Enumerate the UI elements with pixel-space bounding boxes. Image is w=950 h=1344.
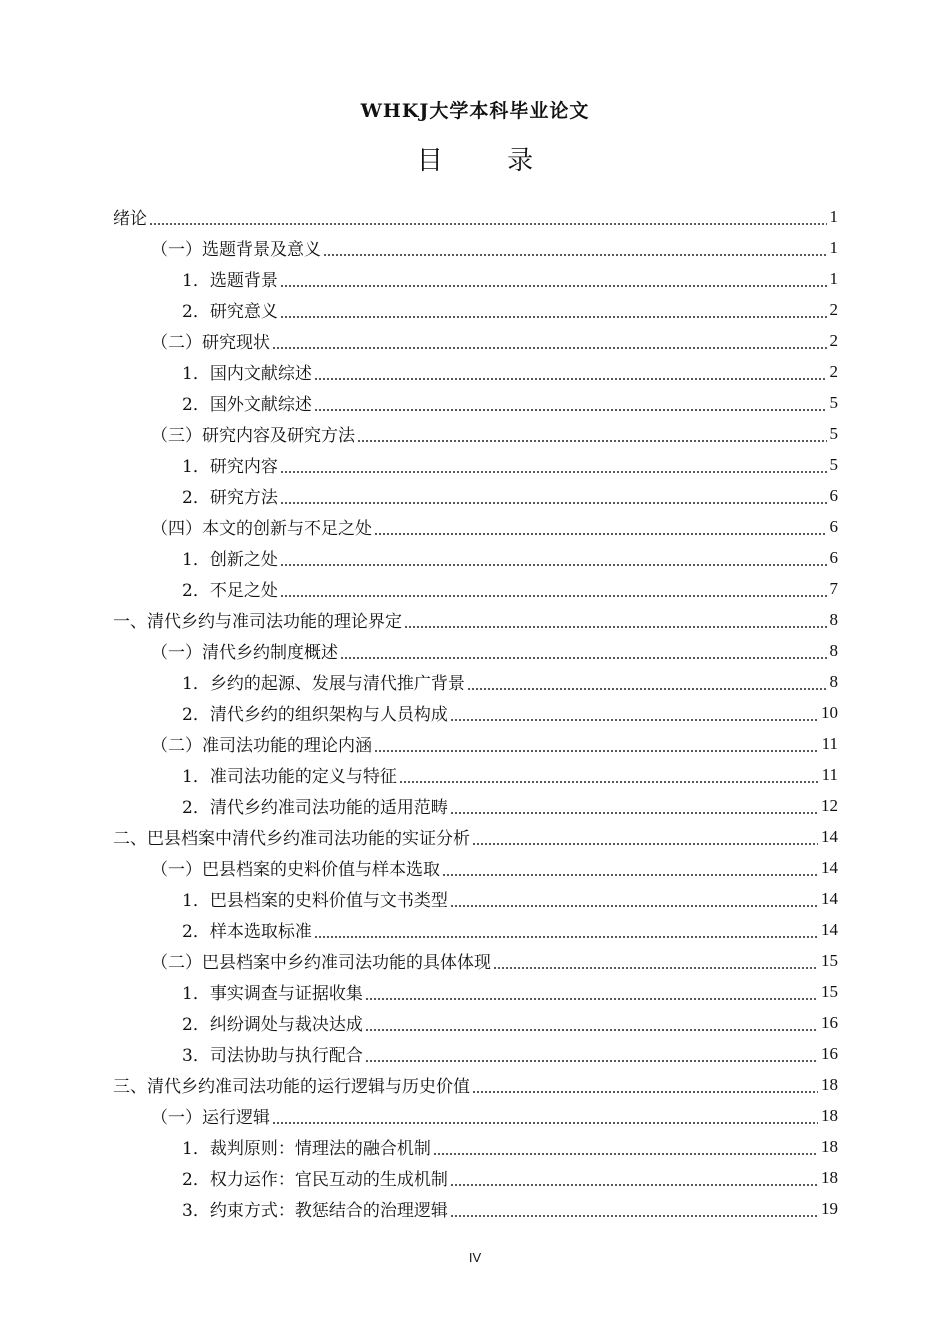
toc-entry-title: 2．国外文献综述	[182, 395, 312, 415]
dot-leader	[472, 843, 818, 845]
dot-leader	[467, 688, 827, 690]
toc-entry[interactable]	[113, 387, 838, 418]
dot-leader	[365, 1060, 818, 1062]
toc-entry-title: （一）选题背景及意义	[151, 240, 321, 260]
toc-entry-title: 绪论	[113, 209, 147, 229]
toc-entry[interactable]	[113, 325, 838, 356]
toc-entry-title: 1．乡约的起源、发展与清代推广背景	[182, 674, 465, 694]
toc-entry-title: 三、清代乡约准司法功能的运行逻辑与历史价值	[113, 1077, 470, 1097]
dot-leader	[280, 471, 827, 473]
dot-leader	[149, 223, 827, 225]
toc-entry-page: 18	[821, 1105, 838, 1125]
toc-title: 目 录	[416, 146, 562, 176]
toc-entry-page: 11	[821, 733, 838, 753]
toc-entry-page: 14	[821, 826, 838, 846]
toc-entry-title: （二）准司法功能的理论内涵	[151, 736, 372, 756]
toc-entry[interactable]	[113, 573, 838, 604]
dot-leader	[450, 1215, 818, 1217]
toc-entry[interactable]	[113, 542, 838, 573]
table-of-contents	[113, 201, 838, 1224]
toc-entry-page: 15	[821, 981, 838, 1001]
toc-entry-title: 一、清代乡约与准司法功能的理论界定	[113, 612, 402, 632]
dot-leader	[280, 285, 827, 287]
toc-entry-page: 12	[821, 795, 838, 815]
toc-entry-page: 6	[829, 485, 838, 505]
dot-leader	[280, 502, 827, 504]
toc-entry[interactable]	[113, 294, 838, 325]
toc-entry[interactable]	[113, 232, 838, 263]
toc-entry[interactable]	[113, 263, 838, 294]
toc-entry-page: 10	[821, 702, 838, 722]
dot-leader	[450, 812, 818, 814]
toc-entry-page: 18	[821, 1136, 838, 1156]
toc-entry[interactable]	[113, 697, 838, 728]
toc-entry-page: 5	[829, 423, 838, 443]
toc-entry-title: （一）运行逻辑	[151, 1108, 270, 1128]
toc-entry[interactable]	[113, 1069, 838, 1100]
toc-entry-page: 19	[821, 1198, 838, 1218]
toc-entry-page: 1	[829, 237, 838, 257]
toc-entry-page: 8	[829, 640, 838, 660]
toc-entry-title: 1．事实调查与证据收集	[182, 984, 363, 1004]
dot-leader	[472, 1091, 818, 1093]
toc-entry-title: 2．纠纷调处与裁决达成	[182, 1015, 363, 1035]
toc-entry-page: 5	[829, 454, 838, 474]
toc-entry[interactable]	[113, 976, 838, 1007]
toc-entry[interactable]	[113, 852, 838, 883]
toc-entry-title: （一）清代乡约制度概述	[151, 643, 338, 663]
dot-leader	[314, 378, 827, 380]
toc-entry-page: 2	[829, 361, 838, 381]
toc-entry-page: 1	[829, 268, 838, 288]
toc-entry[interactable]	[113, 728, 838, 759]
dot-leader	[365, 1029, 818, 1031]
toc-entry[interactable]	[113, 1100, 838, 1131]
toc-entry-title: 1．选题背景	[182, 271, 278, 291]
toc-entry[interactable]	[113, 914, 838, 945]
toc-entry[interactable]	[113, 356, 838, 387]
toc-entry-title: 1．研究内容	[182, 457, 278, 477]
toc-entry-title: （二）巴县档案中乡约准司法功能的具体体现	[151, 953, 491, 973]
toc-entry-page: 2	[829, 299, 838, 319]
toc-entry-page: 16	[821, 1043, 838, 1063]
toc-entry[interactable]	[113, 1038, 838, 1069]
dot-leader	[493, 967, 818, 969]
toc-entry-title: （三）研究内容及研究方法	[151, 426, 355, 446]
toc-entry-page: 15	[821, 950, 838, 970]
toc-entry-title: （一）巴县档案的史料价值与样本选取	[151, 860, 440, 880]
dot-leader	[433, 1153, 818, 1155]
dot-leader	[442, 874, 818, 876]
toc-entry-page: 18	[821, 1167, 838, 1187]
toc-entry[interactable]	[113, 449, 838, 480]
toc-entry[interactable]	[113, 759, 838, 790]
toc-entry-page: 6	[829, 516, 838, 536]
dot-leader	[450, 1184, 818, 1186]
dot-leader	[280, 316, 827, 318]
toc-entry[interactable]	[113, 511, 838, 542]
toc-entry[interactable]	[113, 1162, 838, 1193]
dot-leader	[314, 409, 827, 411]
toc-entry-title: 1．裁判原则：情理法的融合机制	[182, 1139, 431, 1159]
page-number: IV	[468, 1250, 482, 1265]
toc-entry-title: 2．研究方法	[182, 488, 278, 508]
dot-leader	[272, 1122, 818, 1124]
toc-entry-title: 3．司法协助与执行配合	[182, 1046, 363, 1066]
toc-entry-page: 5	[829, 392, 838, 412]
dot-leader	[374, 533, 827, 535]
toc-entry[interactable]	[113, 666, 838, 697]
toc-entry[interactable]	[113, 1131, 838, 1162]
toc-entry-page: 11	[821, 764, 838, 784]
dot-leader	[340, 657, 827, 659]
dot-leader	[272, 347, 827, 349]
toc-entry-title: 1．巴县档案的史料价值与文书类型	[182, 891, 448, 911]
toc-entry-title: 2．不足之处	[182, 581, 278, 601]
toc-entry[interactable]	[113, 635, 838, 666]
dot-leader	[314, 936, 818, 938]
toc-entry[interactable]	[113, 945, 838, 976]
toc-entry[interactable]	[113, 790, 838, 821]
toc-entry[interactable]	[113, 883, 838, 914]
toc-entry-page: 6	[829, 547, 838, 567]
toc-entry-title: 2．研究意义	[182, 302, 278, 322]
toc-entry-page: 2	[829, 330, 838, 350]
toc-entry-title: 2．清代乡约准司法功能的适用范畴	[182, 798, 448, 818]
toc-entry-page: 7	[829, 578, 838, 598]
toc-entry-page: 14	[821, 919, 838, 939]
dot-leader	[280, 595, 827, 597]
toc-entry[interactable]	[113, 1007, 838, 1038]
toc-entry-title: （二）研究现状	[151, 333, 270, 353]
toc-entry-title: 2．清代乡约的组织架构与人员构成	[182, 705, 448, 725]
dot-leader	[374, 750, 819, 752]
dot-leader	[404, 626, 827, 628]
toc-entry-page: 14	[821, 857, 838, 877]
toc-entry-page: 16	[821, 1012, 838, 1032]
toc-entry-title: 1．创新之处	[182, 550, 278, 570]
toc-entry-title: 二、巴县档案中清代乡约准司法功能的实证分析	[113, 829, 470, 849]
toc-entry-title: 1．国内文献综述	[182, 364, 312, 384]
toc-entry-title: （四）本文的创新与不足之处	[151, 519, 372, 539]
toc-entry-page: 14	[821, 888, 838, 908]
dot-leader	[450, 905, 818, 907]
toc-entry[interactable]	[113, 604, 838, 635]
toc-entry-page: 8	[829, 609, 838, 629]
toc-entry[interactable]	[113, 201, 838, 232]
toc-entry[interactable]	[113, 480, 838, 511]
dot-leader	[399, 781, 819, 783]
toc-entry-title: 2．样本选取标准	[182, 922, 312, 942]
toc-entry-title: 1．准司法功能的定义与特征	[182, 767, 397, 787]
toc-entry-title: 3．约束方式：教惩结合的治理逻辑	[182, 1201, 448, 1221]
toc-entry[interactable]	[113, 1193, 838, 1224]
dot-leader	[323, 254, 827, 256]
toc-entry[interactable]	[113, 821, 838, 852]
toc-entry-page: 18	[821, 1074, 838, 1094]
dot-leader	[365, 998, 818, 1000]
dot-leader	[450, 719, 818, 721]
thesis-header: WHKJ大学本科毕业论文	[360, 100, 590, 122]
toc-entry-page: 8	[829, 671, 838, 691]
toc-entry-title: 2．权力运作：官民互动的生成机制	[182, 1170, 448, 1190]
toc-entry-page: 1	[829, 206, 838, 226]
dot-leader	[357, 440, 827, 442]
dot-leader	[280, 564, 827, 566]
toc-entry[interactable]	[113, 418, 838, 449]
